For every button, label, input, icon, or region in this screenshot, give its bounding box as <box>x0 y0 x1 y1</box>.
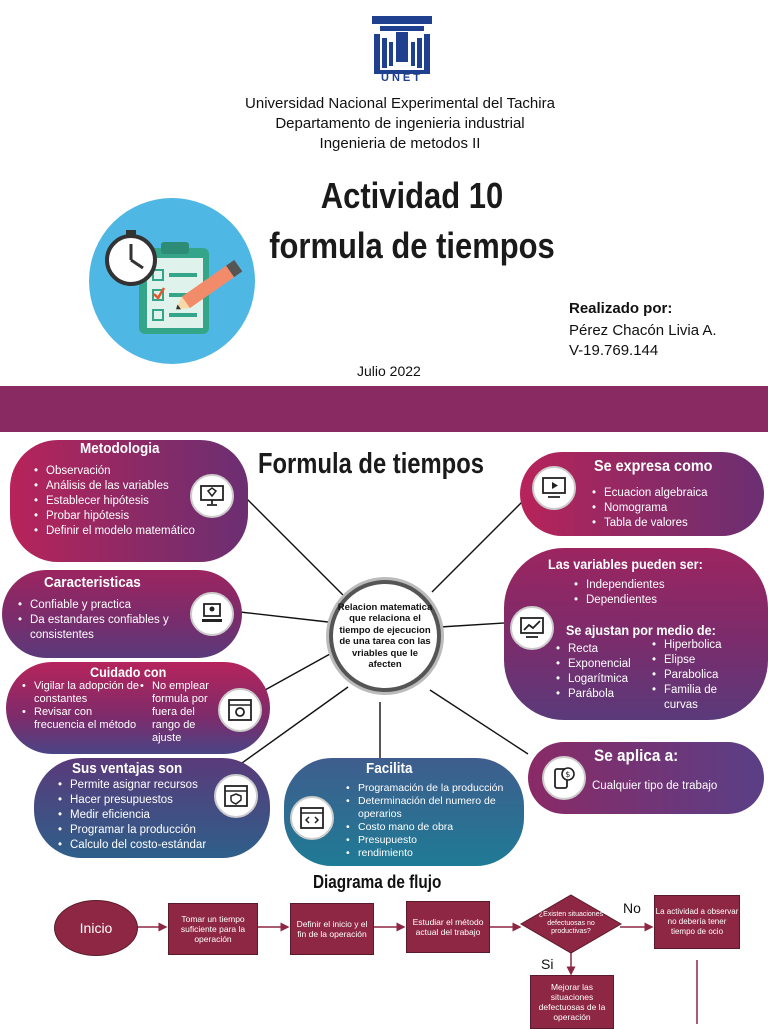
center-node <box>329 580 441 692</box>
ventajas-title: Sus ventajas son <box>72 760 183 777</box>
list-item: • rendimiento <box>344 847 520 860</box>
video-monitor-icon <box>532 466 576 510</box>
department-name: Departamento de ingenieria industrial <box>275 115 525 132</box>
flow-step-1: Tomar un tiempo suficiente para la operación <box>168 903 258 955</box>
course-name: Ingenieria de metodos II <box>319 135 481 152</box>
list-item: • Elipse <box>650 653 730 668</box>
page-title-line1: Actividad 10 <box>320 175 504 216</box>
list-item: • Independientes <box>572 578 665 593</box>
caracteristicas-list <box>16 598 186 643</box>
author-name: Pérez Chacón Livia A. <box>569 322 717 339</box>
list-item: • Establecer hipótesis <box>32 494 195 509</box>
facilita-list <box>344 782 520 860</box>
list-item: • Determinación del numero de operarios <box>344 795 520 821</box>
cuidado-node <box>6 662 270 754</box>
list-item: • Permite asignar recursos <box>56 778 206 793</box>
expresa-title: Se expresa como <box>594 458 713 475</box>
mindmap-title: Formula de tiempos <box>258 448 484 480</box>
list-item: • Tabla de valores <box>590 516 708 531</box>
shield-browser-icon <box>214 774 258 818</box>
metodologia-list <box>32 464 195 539</box>
diamond-monitor-icon <box>190 474 234 518</box>
list-item: • Da estandares confiables y consistentes <box>16 613 186 643</box>
variables-node <box>504 548 768 720</box>
ventajas-node <box>34 758 270 858</box>
list-item: • Ecuacion algebraica <box>590 486 708 501</box>
list-item: • Análisis de las variables <box>32 479 195 494</box>
flow-no-box: La actividad a observar no debería tener tiempo de ocio <box>654 895 740 949</box>
list-item: • Medir eficiencia <box>56 808 206 823</box>
svg-text:$: $ <box>565 770 571 779</box>
list-item: • Probar hipótesis <box>32 509 195 524</box>
facilita-node <box>284 758 524 866</box>
flow-start <box>54 900 138 956</box>
variables-list-right <box>650 638 730 713</box>
caracteristicas-title: Caracteristicas <box>44 574 141 591</box>
flow-start-label: Inicio <box>79 920 113 936</box>
flow-title: Diagrama de flujo <box>313 872 442 892</box>
list-item: • Dependientes <box>572 593 665 608</box>
author-id: V-19.769.144 <box>569 342 659 359</box>
banner-bar <box>0 386 768 432</box>
list-item: • No emplear formula por fuera del rango de ajuste <box>138 680 222 745</box>
flow-yes-box: Mejorar las situaciones defectuosas de la operación <box>530 975 614 1029</box>
people-screen-icon <box>190 592 234 636</box>
list-item: • Parabolica <box>650 668 730 683</box>
metodologia-title: Metodologia <box>80 440 160 457</box>
list-item: • Definir el modelo matemático <box>32 524 195 539</box>
flow-decision-text: ¿Existen situaciones defectuosas no productivas? <box>538 911 604 935</box>
cuidado-title: Cuidado con <box>90 664 167 680</box>
center-node-text: Relacion matematica que relaciona el tiempo de ejecucion de una tarea con las vriables que le afecten <box>337 601 433 670</box>
list-item: • Programar la producción <box>56 823 206 838</box>
variables-list-left <box>554 642 631 702</box>
list-item: • Logarítmica <box>554 672 631 687</box>
list-item: • Hacer presupuestos <box>56 793 206 808</box>
facilita-title: Facilita <box>366 760 413 777</box>
author-label: Realizado por: <box>569 300 673 317</box>
list-item: • Confiable y practica <box>16 598 186 613</box>
stopwatch-checklist-icon <box>89 198 255 364</box>
variables-list <box>572 578 665 608</box>
list-item: • Presupuesto <box>344 834 520 847</box>
flow-step-3: Estudiar el método actual del trabajo <box>406 901 490 953</box>
list-item: • Exponencial <box>554 657 631 672</box>
caracteristicas-node <box>2 570 242 658</box>
list-item: • Nomograma <box>590 501 708 516</box>
list-item: • Observación <box>32 464 195 479</box>
list-item: • Vigilar la adopción de constantes <box>20 680 144 706</box>
cuidado-list-right <box>138 680 222 745</box>
variables-title: Las variables pueden ser: <box>548 556 703 572</box>
date-text: Julio 2022 <box>357 363 421 379</box>
gear-browser-icon <box>218 688 262 732</box>
list-item: • Recta <box>554 642 631 657</box>
expresa-list <box>590 486 708 531</box>
cuidado-list-left <box>20 680 144 732</box>
ventajas-list <box>56 778 206 853</box>
list-item: • Programación de la producción <box>344 782 520 795</box>
metodologia-node <box>10 440 248 562</box>
chart-monitor-icon <box>510 606 554 650</box>
aplica-text: Cualquier tipo de trabajo <box>592 780 718 792</box>
dollar-phone-icon <box>542 756 586 800</box>
expresa-node <box>520 452 764 536</box>
list-item: • Calculo del costo-estándar <box>56 838 206 853</box>
university-name: Universidad Nacional Experimental del Tachira <box>245 95 555 112</box>
page-title-line2: formula de tiempos <box>269 225 555 266</box>
list-item: • Hiperbolica <box>650 638 730 653</box>
list-item: • Costo mano de obra <box>344 821 520 834</box>
variables-subtitle: Se ajustan por medio de: <box>566 622 716 638</box>
code-window-icon <box>290 796 334 840</box>
aplica-node <box>528 742 764 814</box>
list-item: • Familia de curvas <box>650 683 730 713</box>
flow-yes-label: Si <box>541 956 554 972</box>
flow-decision <box>520 894 622 954</box>
flow-no-label: No <box>623 900 641 916</box>
aplica-title: Se aplica a: <box>594 746 679 765</box>
flow-step-2: Definir el inicio y el fin de la operación <box>290 903 374 955</box>
logo-text: UNET <box>381 72 423 84</box>
list-item: • Revisar con frecuencia el método <box>20 706 144 732</box>
list-item: • Parábola <box>554 687 631 702</box>
